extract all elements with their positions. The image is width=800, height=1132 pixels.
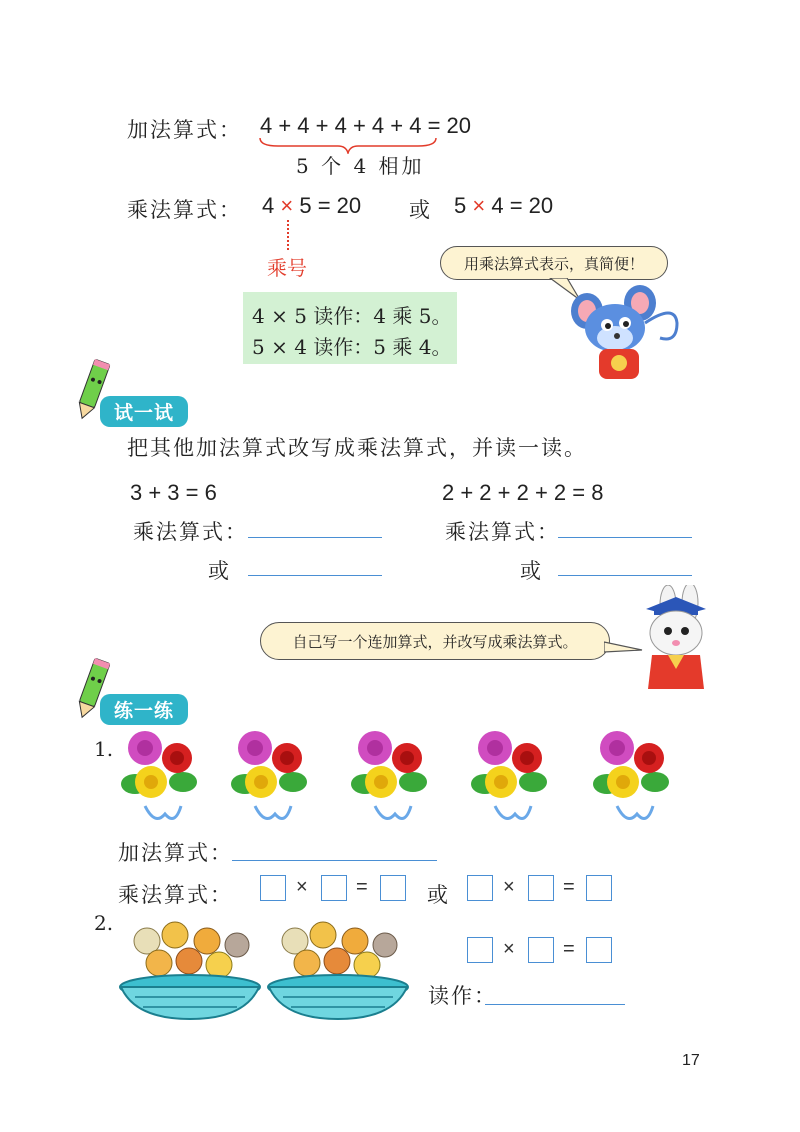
q1-box-5[interactable] xyxy=(528,875,554,901)
q1-multiplication-label: 乘法算式： xyxy=(118,883,233,907)
question-2-number: 2. xyxy=(94,911,114,935)
q1-box-2[interactable] xyxy=(321,875,347,901)
rabbit-speech-text: 自己写一个连加算式，并改写成乘法算式。 xyxy=(292,632,578,651)
try-blank-right-1[interactable] xyxy=(558,537,692,538)
q2-times: × xyxy=(503,938,515,960)
try-blank-left-2[interactable] xyxy=(248,575,382,576)
q1-box-4[interactable] xyxy=(467,875,493,901)
multiplication-expression-b: 5 × 4 = 20 xyxy=(454,193,554,218)
section-title-practice: 练一练 xyxy=(100,694,188,725)
mouse-speech-text: 用乘法算式表示，真简便！ xyxy=(463,254,644,273)
q1-times-1: × xyxy=(296,876,308,898)
cat-baskets xyxy=(115,915,415,1025)
q1-box-6[interactable] xyxy=(586,875,612,901)
section-title-try: 试一试 xyxy=(100,396,188,427)
mouse-speech-bubble xyxy=(440,246,668,280)
try-blank-left-1[interactable] xyxy=(248,537,382,538)
q1-box-1[interactable] xyxy=(260,875,286,901)
addition-expression: 4 + 4 + 4 + 4 + 4 = 20 xyxy=(260,113,472,138)
multiplication-label: 乘法算式： xyxy=(127,198,242,222)
q2-read-label: 读作： xyxy=(428,984,497,1008)
addition-label: 加法算式： xyxy=(127,118,242,142)
q2-box-3[interactable] xyxy=(586,937,612,963)
times-sign-highlight: × xyxy=(280,193,294,218)
reading-line-1: 4 × 5 读作：4 乘 5。 xyxy=(252,304,452,328)
brace-note: 5 个 4 相加 xyxy=(296,154,425,178)
q1-addition-label: 加法算式： xyxy=(118,841,233,865)
mouse-illustration xyxy=(565,283,685,383)
q1-equals-1: = xyxy=(356,876,368,898)
q2-equals: = xyxy=(563,938,575,960)
multiplication-sign-name: 乘号 xyxy=(267,256,307,280)
flower-bouquets xyxy=(115,728,685,828)
try-equation-right: 2 + 2 + 2 + 2 = 8 xyxy=(442,480,604,505)
try-mul-label-right: 乘法算式： xyxy=(445,520,560,544)
question-1-number: 1. xyxy=(94,737,114,761)
try-instruction: 把其他加法算式改写成乘法算式，并读一读。 xyxy=(127,436,587,460)
q2-read-blank[interactable] xyxy=(485,1004,625,1005)
q2-box-1[interactable] xyxy=(467,937,493,963)
q2-box-2[interactable] xyxy=(528,937,554,963)
try-or-right: 或 xyxy=(520,559,543,583)
page-number: 17 xyxy=(682,1052,700,1069)
pointer-dots xyxy=(287,220,291,250)
try-equation-left: 3 + 3 = 6 xyxy=(130,480,217,505)
q1-addition-blank[interactable] xyxy=(232,860,437,861)
reading-line-2: 5 × 4 读作：5 乘 4。 xyxy=(252,335,452,359)
rabbit-illustration xyxy=(630,585,720,695)
try-blank-right-2[interactable] xyxy=(558,575,692,576)
q1-times-2: × xyxy=(503,876,515,898)
q1-equals-2: = xyxy=(563,876,575,898)
q1-or: 或 xyxy=(427,883,450,907)
multiplication-expression-a: 4 × 5 = 20 xyxy=(262,193,362,218)
try-or-left: 或 xyxy=(208,559,231,583)
or-word: 或 xyxy=(409,198,432,222)
q1-box-3[interactable] xyxy=(380,875,406,901)
rabbit-speech-bubble xyxy=(260,622,610,660)
try-mul-label-left: 乘法算式： xyxy=(133,520,248,544)
